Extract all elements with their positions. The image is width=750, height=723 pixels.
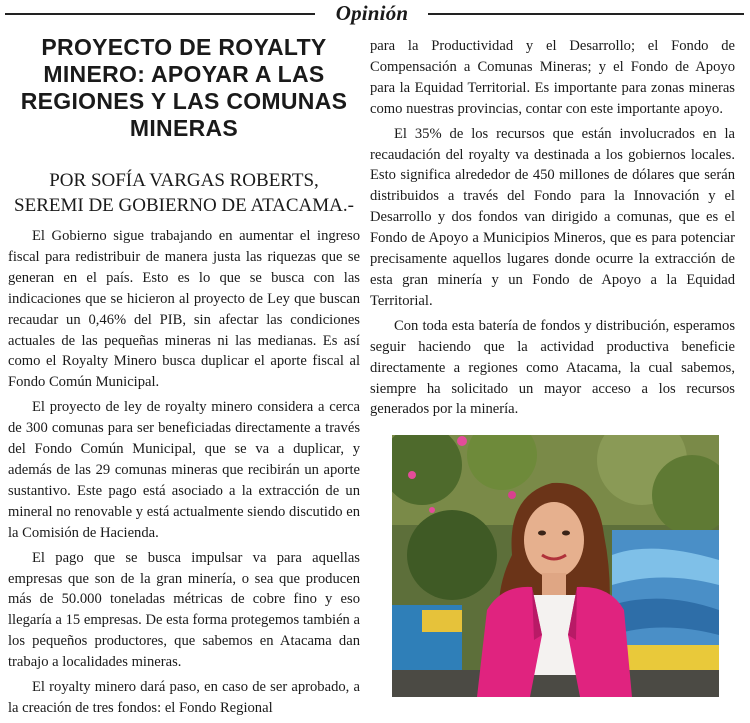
header-rule-right bbox=[428, 13, 744, 15]
header-rule-left bbox=[5, 13, 315, 15]
section-label: Opinión bbox=[335, 1, 409, 25]
paragraph: El royalty minero dará paso, en caso de ser aprobado, a la creación de tres fondos: el Fondo Regional bbox=[8, 679, 360, 716]
paragraph: El 35% de los recursos que están involucrados en la recaudación del royalty va destinada a los gobiernos locales. Esto significa alrededor de 450 millones de dólares que serán distribuidos a través del Fondo para la Innovación y el Desarrollo y dos fondos van dirigido a comunas, que es el Fondo de Apoyo a Municipios Mineros, que es para potenciar precisamente aquellos lugares donde ocurre la extracción de esta gran minería y un Fondo de Apoyo a la Equidad Territorial. bbox=[370, 125, 735, 309]
author-photo bbox=[392, 435, 719, 697]
paragraph-continuation: para la Productividad y el Desarrollo; el Fondo de Compensación a Comunas Mineras; y el Fondo de Apoyo para la Equidad Territorial. Es importante para zonas mineras como nuestras provincias, contar con este importante apoyo. bbox=[370, 38, 735, 117]
paragraph: El proyecto de ley de royalty minero considera a cerca de 300 comunas para ser beneficiadas directamente a través del Fondo Común Municipal, que se va a duplicar, y además de las 29 comunas mineras que recibirán un aporte sustantivo. Este pago está asociado a la extracción de un mineral no renovable y está actualmente siendo discutido en la Comisión de Hacienda. bbox=[8, 399, 360, 541]
byline-author: POR SOFÍA VARGAS ROBERTS, bbox=[49, 170, 319, 191]
paragraph: El Gobierno sigue trabajando en aumentar el ingreso fiscal para redistribuir de manera justa las riquezas que se generan en el país. Esto es lo que se busca con las indicaciones que se hicieron al proyecto de Ley que buscan recaudar un 0,46% del PIB, sin afectar las condiciones actuales de las pequeñas mineras ni las medianas. Es así como el Royalty Minero busca duplicar el aporte fiscal al Fondo Común Municipal. bbox=[8, 228, 360, 391]
byline-role: SEREMI DE GOBIERNO DE ATACAMA.- bbox=[14, 195, 354, 216]
left-column bbox=[8, 226, 360, 723]
right-column bbox=[370, 36, 735, 424]
paragraph: Con toda esta batería de fondos y distribución, esperamos seguir haciendo que la actividad productiva beneficie directamente a regiones como Atacama, la cual sabemos, siempre ha solicitado un mayor acceso a los recursos generados por la minería. bbox=[370, 317, 735, 418]
paragraph: El pago que se busca impulsar va para aquellas empresas que son de la gran minería, o sea que producen más de 50.000 toneladas métricas de cobre fino y eso llegaría a 15 empresas. De esta forma protegemos también a los pequeños productores, que sabemos en Atacama dan trabajo a localidades mineras. bbox=[8, 549, 360, 671]
article-title: PROYECTO DE ROYALTY MINERO: APOYAR A LAS REGIONES Y LAS COMUNAS MINERAS bbox=[20, 34, 348, 141]
byline bbox=[8, 168, 360, 218]
section-header bbox=[0, 0, 750, 28]
